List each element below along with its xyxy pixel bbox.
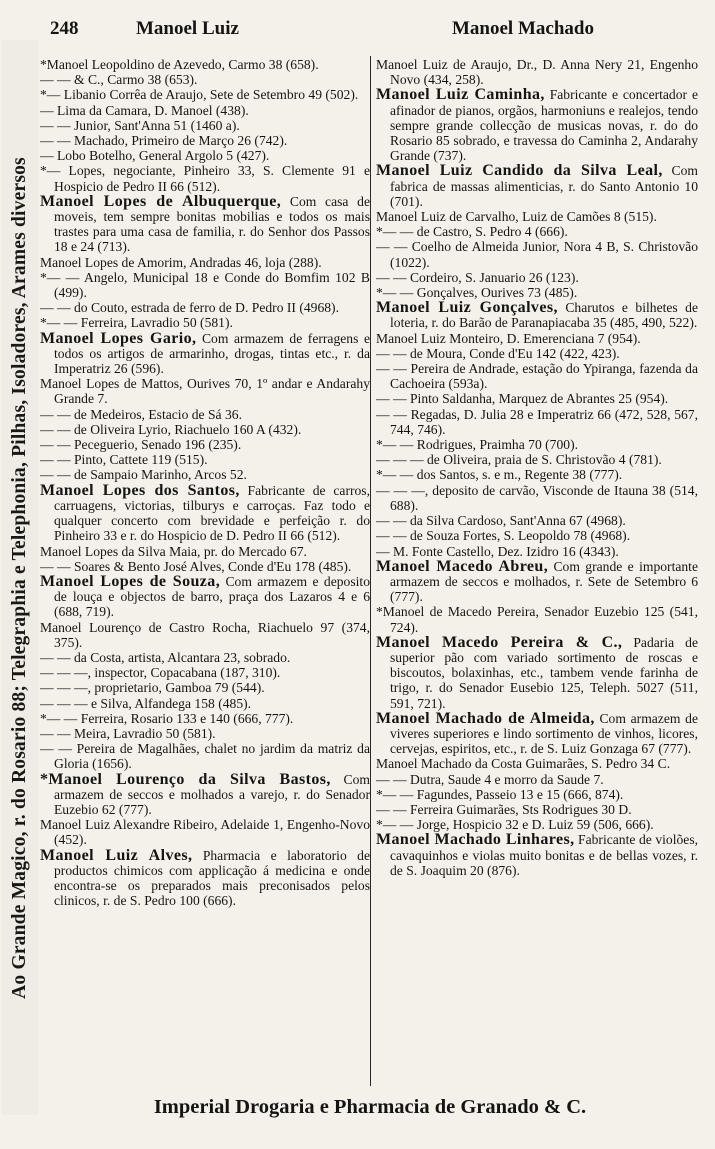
entry-text: *— — Gonçalves, Ourives 73 (485). bbox=[376, 285, 578, 301]
right-column bbox=[376, 57, 698, 1087]
directory-entry bbox=[376, 513, 698, 528]
entry-heading: Manoel Macedo Abreu, bbox=[376, 557, 549, 575]
entry-text: Manoel Luiz Monteiro, D. Emerenciana 7 (954). bbox=[376, 330, 641, 346]
footer-advertisement: Imperial Drogaria e Pharmacia de Granado & C. bbox=[153, 1096, 587, 1118]
entry-text: Manoel Lourenço de Castro Rocha, Riachuelo 97 (374, 375). bbox=[40, 619, 370, 650]
entry-text: *Manoel Leopoldino de Azevedo, Carmo 38 (658). bbox=[40, 57, 319, 72]
entry-text: Com armazem de ferragens e todos os artigos de armarinho, drogas, tintas etc., r. da Imperatriz 26 (596). bbox=[54, 330, 370, 377]
entry-heading: Manoel Luiz Alves, bbox=[40, 846, 193, 864]
entry-heading: Manoel Lopes de Souza, bbox=[40, 572, 221, 590]
directory-entry bbox=[40, 726, 370, 741]
entry-text: — — Meira, Lavradio 50 (581). bbox=[40, 725, 216, 741]
directory-entry bbox=[376, 559, 698, 605]
entry-text: — Lima da Camara, D. Manoel (438). bbox=[40, 102, 249, 118]
directory-entry bbox=[40, 467, 370, 482]
directory-entry bbox=[376, 787, 698, 802]
entry-heading: Manoel Macedo Pereira & C., bbox=[376, 633, 623, 651]
entry-text: *— — Ferreira, Rosario 133 e 140 (666, 777). bbox=[40, 710, 294, 726]
directory-entry bbox=[376, 772, 698, 787]
directory-entry bbox=[376, 467, 698, 482]
entry-heading: Manoel Machado de Almeida, bbox=[376, 709, 595, 727]
side-advertisement-strip bbox=[2, 40, 38, 1115]
entry-text: Manoel Lopes da Silva Maia, pr. do Mercado 67. bbox=[40, 543, 307, 559]
directory-entry bbox=[40, 270, 370, 300]
entry-heading: Manoel Lopes dos Santos, bbox=[40, 481, 240, 499]
entry-text: *— Lopes, negociante, Pinheiro 33, S. Clemente 91 e Hospicio de Pedro II 66 (512). bbox=[40, 163, 370, 194]
page-header bbox=[50, 18, 710, 48]
directory-entry bbox=[40, 665, 370, 680]
directory-entry bbox=[376, 346, 698, 361]
entry-text: — — de Oliveira Lyrio, Riachuelo 160 A (432). bbox=[40, 421, 302, 437]
entry-text: *— — Angelo, Municipal 18 e Conde do Bomfim 102 B (499). bbox=[40, 269, 370, 301]
entry-text: Manoel Luiz de Araujo, Dr., D. Anna Nery 21, Engenho Novo (434, 258). bbox=[376, 57, 698, 88]
directory-entry bbox=[40, 772, 370, 818]
entry-text: — — Machado, Primeiro de Março 26 (742). bbox=[40, 133, 288, 149]
directory-entry bbox=[376, 331, 698, 346]
directory-entry bbox=[40, 817, 370, 847]
directory-entry bbox=[40, 255, 370, 270]
directory-entry bbox=[40, 133, 370, 148]
entry-text: — — Pinto Saldanha, Marquez de Abrantes 25 (954). bbox=[376, 391, 669, 407]
entry-text: — — —, deposito de carvão, Visconde de Itauna 38 (514, 688). bbox=[376, 482, 698, 513]
directory-entry bbox=[376, 209, 698, 224]
entry-text: *— — Jorge, Hospicio 32 e D. Luiz 59 (506, 666). bbox=[376, 817, 654, 833]
side-advertisement-text: Ao Grande Magico, r. do Rosario 88; Telegraphia e Telephonia, Pilhas, Isoladores, Arames diversos bbox=[9, 156, 30, 999]
entry-heading: Manoel Luiz Gonçalves, bbox=[376, 299, 558, 317]
entry-text: — — do Couto, estrada de ferro de D. Pedro II (4968). bbox=[40, 300, 339, 316]
directory-entry bbox=[40, 148, 370, 163]
entry-text: *— — de Castro, S. Pedro 4 (666). bbox=[376, 224, 568, 240]
entry-text: — — — e Silva, Alfandega 158 (485). bbox=[40, 695, 252, 711]
entry-text: Fabricante de violões, cavaquinhos e violas muito bonitas e de bellas vozes, r. de S. Joaquim 20 (876). bbox=[390, 832, 698, 878]
entry-text: — — da Costa, artista, Alcantara 23, sobrado. bbox=[40, 649, 291, 665]
directory-entry bbox=[376, 239, 698, 269]
entry-text: — — Ferreira Guimarães, Sts Rodrigues 30 D. bbox=[376, 801, 632, 817]
entry-text: — M. Fonte Castello, Dez. Izidro 16 (4343). bbox=[376, 543, 619, 559]
directory-entry bbox=[376, 817, 698, 832]
directory-entry bbox=[376, 832, 698, 878]
entry-text: Com fabrica de massas alimenticias, r. do Santo Antonio 10 (701). bbox=[390, 163, 698, 209]
entry-text: Manoel Luiz Alexandre Ribeiro, Adelaide 1, Engenho-Novo (452). bbox=[40, 817, 370, 848]
directory-entry bbox=[40, 559, 370, 574]
entry-text: — — Regadas, D. Julia 28 e Imperatriz 66 (472, 528, 567, 744, 746). bbox=[376, 406, 698, 437]
directory-entry bbox=[376, 270, 698, 285]
page-number: 248 bbox=[50, 18, 79, 39]
directory-entry bbox=[40, 848, 370, 909]
entry-text: — — de Sampaio Marinho, Arcos 52. bbox=[40, 467, 247, 483]
directory-entry bbox=[40, 620, 370, 650]
directory-entry bbox=[40, 741, 370, 771]
entry-text: — — Dutra, Saude 4 e morro da Saude 7. bbox=[376, 771, 604, 787]
entry-text: Com grande e importante armazem de seccos e molhados, r. Sete de Setembro 6 (777). bbox=[390, 558, 698, 605]
directory-entry bbox=[40, 87, 370, 102]
directory-entry bbox=[376, 452, 698, 467]
directory-entry bbox=[376, 300, 698, 330]
entry-text: — — da Silva Cardoso, Sant'Anna 67 (4968). bbox=[376, 513, 626, 529]
entry-text: Charutos e bilhetes de loteria, r. do Barão de Paranapiacaba 35 (485, 490, 522). bbox=[390, 300, 698, 331]
entry-text: — — de Moura, Conde d'Eu 142 (422, 423). bbox=[376, 345, 620, 361]
entry-text: — — Pereira de Magalhães, chalet no jardim da matriz da Gloria (1656). bbox=[40, 741, 370, 772]
entry-text: — — —, proprietario, Gamboa 79 (544). bbox=[40, 680, 265, 696]
directory-entry bbox=[40, 376, 370, 406]
entry-text: — — & C., Carmo 38 (653). bbox=[40, 72, 198, 88]
directory-entry bbox=[40, 422, 370, 437]
directory-entry bbox=[40, 711, 370, 726]
directory-entry bbox=[40, 72, 370, 87]
entry-text: Fabricante de carros, carruagens, victorias, tilburys e carroças. Faz todo e qualquer concerto com brevidade e perfeição r. do Pinheiro 33 e r. do Hospicio de D. Pedro II 66 (512). bbox=[54, 482, 370, 544]
entry-text: — — Peceguerio, Senado 196 (235). bbox=[40, 437, 242, 453]
directory-entry bbox=[376, 711, 698, 757]
directory-entry bbox=[40, 696, 370, 711]
entry-text: *— — Rodrigues, Praimha 70 (700). bbox=[376, 437, 578, 453]
directory-entry bbox=[40, 300, 370, 315]
running-head-left: Manoel Luiz bbox=[136, 18, 239, 39]
column-divider bbox=[370, 56, 371, 1086]
directory-entry bbox=[40, 331, 370, 377]
directory-entry bbox=[40, 194, 370, 255]
entry-heading: Manoel Luiz Caminha, bbox=[376, 86, 545, 104]
entry-text: Manoel Lopes de Amorim, Andradas 46, loja (288). bbox=[40, 254, 322, 270]
entry-text: — — Soares & Bento José Alves, Conde d'Eu 178 (485). bbox=[40, 558, 352, 574]
directory-entry bbox=[40, 452, 370, 467]
directory-entry bbox=[40, 483, 370, 544]
entry-heading: Manoel Lopes Gario, bbox=[40, 329, 197, 347]
directory-entry bbox=[376, 285, 698, 300]
directory-entry bbox=[40, 57, 370, 72]
directory-entry bbox=[40, 103, 370, 118]
entry-text: — — —, inspector, Copacabana (187, 310). bbox=[40, 665, 281, 681]
directory-entry bbox=[40, 574, 370, 620]
directory-entry bbox=[40, 680, 370, 695]
entry-text: Manoel Lopes de Mattos, Ourives 70, 1º andar e Andarahy Grande 7. bbox=[40, 376, 370, 407]
entry-text: Fabricante e concertador e afinador de pianos, orgãos, harmoniuns e realejos, tendo sempre grande collecção de musicas novas, r. do do Rosario 85 sobrado, e travessa do Caminha 2, Andarahy Grande (737). bbox=[390, 87, 698, 164]
directory-entry bbox=[376, 635, 698, 711]
directory-entry bbox=[376, 361, 698, 391]
directory-entry bbox=[376, 224, 698, 239]
entry-text: *— — Fagundes, Passeio 13 e 15 (666, 874). bbox=[376, 786, 624, 802]
entry-text: — — Cordeiro, S. Januario 26 (123). bbox=[376, 269, 579, 285]
directory-entry bbox=[376, 483, 698, 513]
entry-text: — — Coelho de Almeida Junior, Nora 4 B, S. Christovão (1022). bbox=[376, 239, 698, 270]
directory-entry bbox=[376, 756, 698, 771]
entry-text: — — — de Oliveira, praia de S. Christovão 4 (781). bbox=[376, 452, 662, 468]
directory-entry bbox=[376, 802, 698, 817]
entry-text: *Manoel de Macedo Pereira, Senador Euzebio 125 (541, 724). bbox=[376, 604, 698, 635]
directory-entry bbox=[40, 315, 370, 330]
directory-entry bbox=[40, 544, 370, 559]
entry-text: — — de Medeiros, Estacio de Sá 36. bbox=[40, 406, 242, 422]
directory-entry bbox=[40, 650, 370, 665]
directory-entry bbox=[376, 57, 698, 87]
directory-entry bbox=[40, 118, 370, 133]
entry-text: Padaria de superior pão com variado sortimento de roscas e biscoutos, bolaxinhas, etc., tambem vende farinha de trigo, r. do Senador Eusebio 125, Teleph. 5027 (511, 591, 721). bbox=[390, 634, 698, 711]
entry-heading: Manoel Lopes de Albuquerque, bbox=[40, 192, 282, 210]
directory-entry bbox=[376, 407, 698, 437]
directory-entry bbox=[376, 87, 698, 163]
directory-entry bbox=[376, 604, 698, 634]
running-head-right: Manoel Machado bbox=[452, 18, 594, 39]
directory-entry bbox=[40, 163, 370, 193]
entry-heading: *Manoel Lourenço da Silva Bastos, bbox=[40, 770, 331, 788]
left-column bbox=[40, 57, 370, 1087]
entry-heading: Manoel Machado Linhares, bbox=[376, 831, 575, 849]
entry-text: Pharmacia e laboratorio de productos chimicos com applicação á medicina e onde encontra-se os preparados mais preconisados pelos clinicos, r. de S. Pedro 100 (666). bbox=[54, 847, 370, 909]
directory-entry bbox=[376, 528, 698, 543]
directory-entry bbox=[376, 391, 698, 406]
entry-text: *— Libanio Corrêa de Araujo, Sete de Setembro 49 (502). bbox=[40, 87, 359, 103]
entry-text: *— — Ferreira, Lavradio 50 (581). bbox=[40, 315, 233, 331]
directory-entry bbox=[376, 544, 698, 559]
entry-text: Com casa de moveis, tem sempre bonitas mobilias e todos os mais trastes para uma casa de familia, r. do Senhor dos Passos 18 e 24 (713). bbox=[54, 193, 370, 255]
entry-text: Manoel Machado da Costa Guimarães, S. Pedro 34 C. bbox=[376, 756, 671, 772]
entry-text: *— — dos Santos, s. e m., Regente 38 (777). bbox=[376, 467, 623, 483]
directory-entry bbox=[376, 437, 698, 452]
entry-text: Manoel Luiz de Carvalho, Luiz de Camões 8 (515). bbox=[376, 209, 657, 225]
entry-text: — — Junior, Sant'Anna 51 (1460 a). bbox=[40, 117, 240, 133]
entry-text: Com armazem de seccos e molhados a varejo, r. do Senador Euzebio 62 (777). bbox=[54, 771, 370, 817]
directory-entry bbox=[40, 437, 370, 452]
entry-text: — — Pereira de Andrade, estação do Ypiranga, fazenda da Cachoeira (593a). bbox=[376, 361, 698, 392]
entry-text: Com armazem e deposito de louça e objectos de barro, praça dos Lazaros 4 e 6 (688, 719). bbox=[54, 573, 370, 620]
directory-entry bbox=[376, 163, 698, 209]
entry-heading: Manoel Luiz Candido da Silva Leal, bbox=[376, 162, 663, 180]
entry-text: — Lobo Botelho, General Argolo 5 (427). bbox=[40, 148, 270, 164]
entry-text: — — Pinto, Cattete 119 (515). bbox=[40, 452, 208, 468]
entry-text: — — de Souza Fortes, S. Leopoldo 78 (4968). bbox=[376, 528, 631, 544]
directory-entry bbox=[40, 407, 370, 422]
entry-text: Com armazem de viveres superiores e lindo sortimento de vinhos, licores, cervejas, espiritos, etc., r. de S. Luiz Gonzaga 67 (777). bbox=[390, 710, 698, 757]
